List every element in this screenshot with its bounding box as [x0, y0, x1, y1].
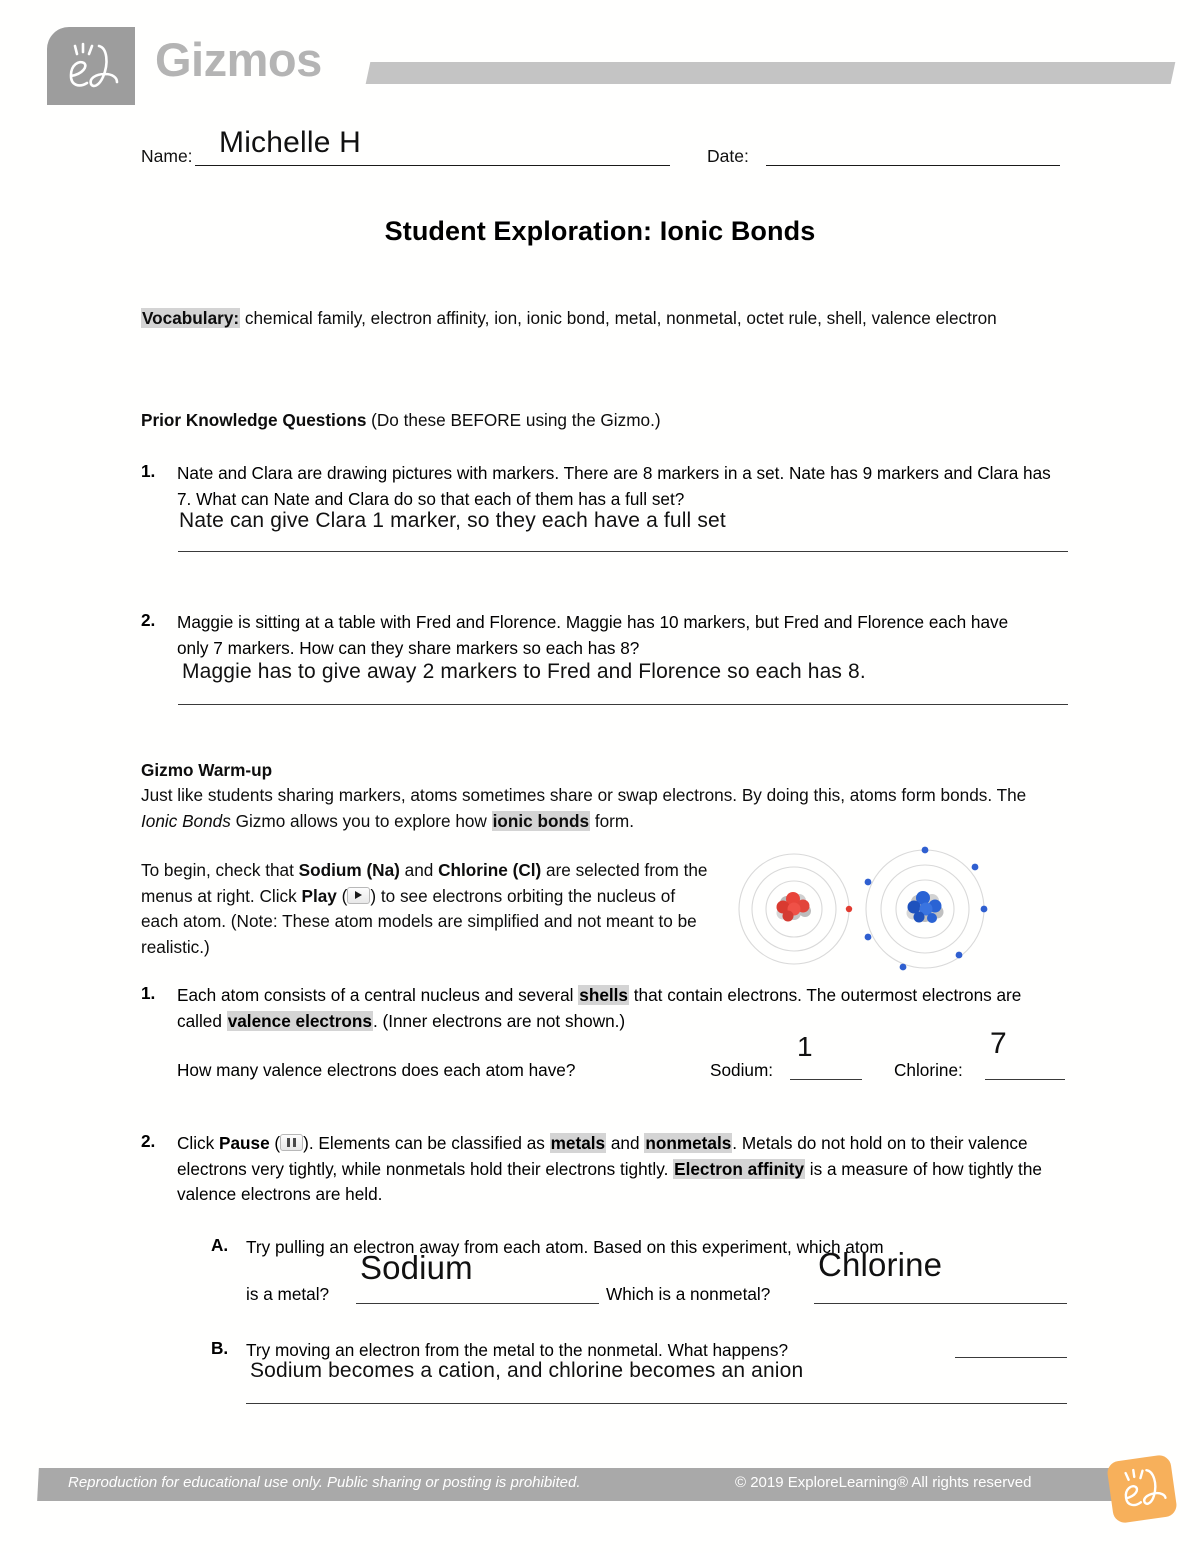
name-value: Michelle H	[219, 126, 362, 159]
prior-knowledge-heading	[141, 408, 1067, 434]
warmup-intro-b: Gizmo allows you to explore how	[230, 810, 492, 831]
warmup-q2-b-text: Try moving an electron from the metal to the nonmetal. What happens?	[246, 1340, 789, 1360]
tobegin-c: are selected from the menus at right. Click	[141, 860, 708, 906]
prior-knowledge-heading-bold: Prior Knowledge Questions	[141, 410, 367, 430]
tobegin-a: To begin, check that	[141, 860, 299, 880]
footer-el-logo-icon	[1106, 1454, 1178, 1524]
warmup-q2-hl-affinity: Electron affinity	[674, 1158, 805, 1179]
warmup-intro-a: Just like students sharing markers, atoms sometimes share or swap electrons. By doing this, atoms form bonds. The	[141, 785, 1027, 805]
footer-left-text: Reproduction for educational use only. Public sharing or posting is prohibited.	[68, 1474, 581, 1491]
pause-icon[interactable]	[280, 1134, 303, 1151]
el-logo-glyph	[47, 27, 135, 105]
pk-question-1-number: 1.	[141, 461, 156, 481]
date-label: Date:	[707, 146, 749, 166]
pk-question-2-answer[interactable]: Maggie has to give away 2 markers to Fred and Florence so each has 8.	[182, 660, 866, 683]
pk-question-2-number: 2.	[141, 610, 156, 630]
pk-question-1-answer[interactable]: Nate can give Clara 1 marker, so they each have a full set	[179, 509, 726, 532]
header-accent-bar	[366, 62, 1176, 84]
warmup-q2-e: . Metals do not hold on to their valence electrons very tightly, while nonmetals hold their electrons tightly.	[177, 1133, 1028, 1179]
el-logo-icon	[47, 27, 135, 105]
sodium-label: Sodium:	[710, 1060, 774, 1080]
warmup-q1-a: Each atom consists of a central nucleus and several	[177, 985, 579, 1005]
warmup-q2-a: Click	[177, 1133, 220, 1153]
footer-el-logo-glyph	[1106, 1454, 1178, 1524]
metal-answer[interactable]: Sodium	[360, 1249, 473, 1286]
warmup-tobegin	[141, 858, 713, 960]
pk-question-2-text: Maggie is sitting at a table with Fred and Florence. Maggie has 10 markers, but Fred and Florence each have only 7 markers. How can they share markers so each has 8?	[177, 612, 1009, 658]
warmup-q2-c: ). Elements can be classified as	[303, 1133, 550, 1153]
chlorine-nucleus	[907, 891, 944, 923]
warmup-q2-b-letter: B.	[211, 1338, 229, 1358]
vocabulary-label: Vocabulary:	[142, 308, 240, 328]
tobegin-play-word: Play	[301, 885, 337, 906]
warmup-q1-b: that contain electrons. The outermost electrons are called	[177, 985, 1022, 1031]
atom-diagram-svg	[727, 845, 999, 973]
warmup-q1-c: . (Inner electrons are not shown.)	[372, 1010, 626, 1031]
nonmetal-prompt: Which is a nonmetal?	[606, 1284, 771, 1304]
nonmetal-answer-line[interactable]	[814, 1303, 1067, 1304]
warmup-heading: Gizmo Warm-up	[141, 760, 273, 780]
warmup-intro-italic: Ionic Bonds	[141, 810, 231, 831]
warmup-q2-b: (	[269, 1133, 281, 1153]
sodium-answer-line[interactable]	[790, 1079, 862, 1080]
tobegin-chlorine: Chlorine (Cl)	[438, 860, 542, 880]
page-header	[0, 0, 1200, 110]
sodium-valence-answer[interactable]: 1	[797, 1031, 813, 1062]
pk-question-1-answer-line[interactable]	[178, 551, 1068, 552]
gizmos-wordmark: Gizmos	[155, 33, 322, 86]
warmup-q2-b-answer-line[interactable]	[246, 1403, 1067, 1404]
tobegin-b: and	[399, 860, 439, 880]
warmup-q2-d: and	[606, 1133, 645, 1153]
warmup-q1-text	[177, 983, 1067, 1034]
valence-prompt: How many valence electrons does each atom have?	[177, 1060, 576, 1080]
warmup-q2-b-answer[interactable]: Sodium becomes a cation, and chlorine becomes an anion	[250, 1359, 804, 1382]
metal-prompt: is a metal?	[246, 1284, 330, 1304]
warmup-intro-c: form.	[590, 810, 634, 831]
footer-right-text: © 2019 ExploreLearning® All rights reserved	[735, 1474, 1032, 1491]
warmup-q2-a-letter: A.	[211, 1235, 229, 1255]
warmup-q1-number: 1.	[141, 983, 156, 1003]
pk-question-2-answer-line[interactable]	[178, 704, 1068, 705]
name-input-line[interactable]	[195, 165, 670, 166]
warmup-q2-number: 2.	[141, 1131, 156, 1151]
chlorine-answer-line[interactable]	[985, 1079, 1065, 1080]
date-input-line[interactable]	[766, 165, 1060, 166]
chlorine-valence-answer[interactable]: 7	[990, 1027, 1007, 1060]
sodium-valence-electron	[846, 906, 852, 912]
warmup-q2-a-text: Try pulling an electron away from each atom. Based on this experiment, which atom	[246, 1237, 884, 1257]
page-title: Student Exploration: Ionic Bonds	[384, 216, 816, 246]
play-icon[interactable]	[347, 887, 370, 904]
tobegin-d: (	[336, 885, 348, 906]
sodium-nucleus	[777, 892, 812, 922]
warmup-q2-hl-metals: metals	[550, 1133, 606, 1153]
warmup-q2-hl-nonmetals: nonmetals	[645, 1133, 732, 1153]
nonmetal-answer[interactable]: Chlorine	[818, 1246, 943, 1283]
prior-knowledge-heading-rest: (Do these BEFORE using the Gizmo.)	[366, 410, 661, 430]
name-label: Name:	[141, 146, 193, 166]
metal-answer-line[interactable]	[356, 1303, 599, 1304]
warmup-intro-highlight: ionic bonds	[492, 810, 590, 831]
vocabulary-block	[141, 306, 1067, 332]
warmup-q2-f: is a measure of how tightly the valence electrons are held.	[177, 1158, 1042, 1204]
warmup-q2-pause-word: Pause	[219, 1133, 270, 1153]
name-date-row	[141, 126, 1071, 172]
tobegin-e: ) to see electrons orbiting the nucleus of each atom. (Note: These atom models are simplified and not meant to be realistic.)	[141, 885, 697, 957]
warmup-q1-hl-valence: valence electrons	[227, 1010, 372, 1031]
pk-question-1-text: Nate and Clara are drawing pictures with markers. There are 8 markers in a set. Nate has 9 markers and Clara has 7. What can Nate and Clara do so that each of them has a full set?	[177, 463, 1051, 509]
warmup-q1-hl-shells: shells	[579, 985, 628, 1005]
atom-shell-diagram	[727, 845, 999, 973]
warmup-intro	[141, 783, 1067, 834]
tobegin-sodium: Sodium (Na)	[298, 860, 400, 880]
vocabulary-terms: chemical family, electron affinity, ion, ionic bond, metal, nonmetal, octet rule, shell, valence electron	[240, 308, 997, 328]
chlorine-label: Chlorine:	[894, 1060, 963, 1080]
warmup-q2-text	[177, 1131, 1067, 1208]
